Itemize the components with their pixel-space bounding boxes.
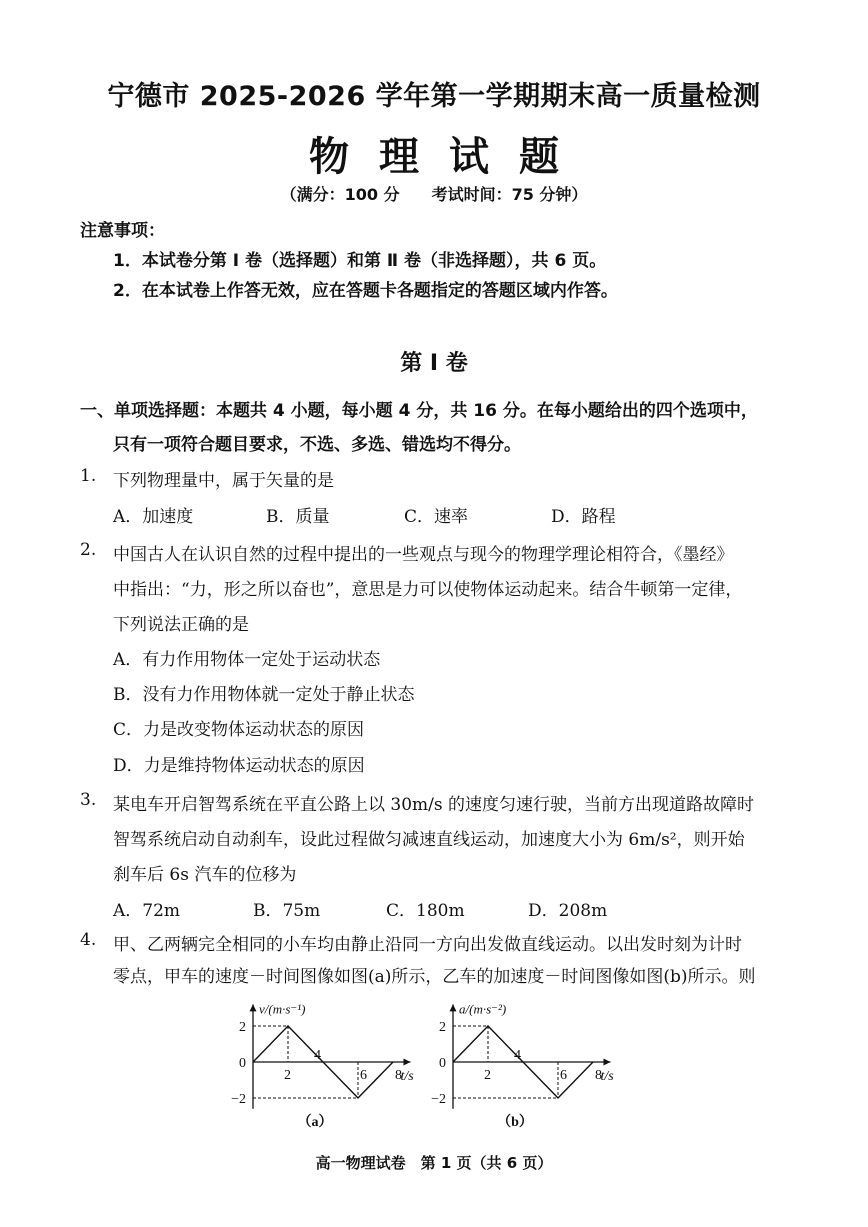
option-d: D．力是维持物体运动状态的原因 <box>113 756 365 776</box>
section-instruction-line1: 一、单项选择题：本题共 4 小题，每小题 4 分，共 16 分。在每小题给出的四个选项中， <box>80 401 758 421</box>
y-tick-label: −2 <box>431 1092 446 1107</box>
x-tick-label: 8 <box>395 1068 402 1083</box>
question-number: 3. <box>80 790 97 810</box>
question-text: 下列物理量中，属于矢量的是 <box>113 471 334 491</box>
y-axis-arrow <box>250 1004 257 1011</box>
question-number: 2. <box>80 540 97 560</box>
page-footer: 高一物理试卷 第 1 页（共 6 页） <box>315 1154 553 1172</box>
x-tick-label: 2 <box>484 1068 491 1083</box>
y-axis-label: a/(m·s⁻²) <box>459 1001 507 1017</box>
question-text: 甲、乙两辆完全相同的小车均由静止沿同一方向出发做直线运动。以出发时刻为计时 <box>113 935 742 955</box>
y-tick-label: 2 <box>239 1020 246 1035</box>
y-axis-arrow <box>450 1004 457 1011</box>
graph-caption: （b） <box>497 1115 533 1130</box>
x-tick-label: 8 <box>595 1068 602 1083</box>
exam-header-title: 宁德市 2025-2026 学年第一学期期末高一质量检测 <box>107 81 761 112</box>
question-text: 中国古人在认识自然的过程中提出的一些观点与现今的物理学理论相符合，《墨经》 <box>113 545 734 565</box>
y-tick-label: −2 <box>231 1092 246 1107</box>
option-a: A．加速度 <box>113 507 194 527</box>
subject-title: 物理试题 <box>309 134 589 180</box>
x-tick-label: 6 <box>360 1068 367 1083</box>
graph-caption: （a） <box>297 1115 333 1130</box>
section-instruction-line2: 只有一项符合题目要求，不选、多选、错选均不得分。 <box>113 435 521 455</box>
x-axis-label: t/s <box>400 1069 414 1084</box>
option-b: B．质量 <box>266 507 330 527</box>
x-axis-arrow <box>404 1059 411 1066</box>
x-tick-label: 4 <box>314 1048 321 1063</box>
option-b: B．没有力作用物体就一定处于静止状态 <box>113 685 415 705</box>
y-tick-label: 0 <box>439 1056 446 1071</box>
x-axis-label: t/s <box>600 1069 614 1084</box>
note-item: 2．在本试卷上作答无效，应在答题卡各题指定的答题区域内作答。 <box>113 281 618 301</box>
x-tick-label: 2 <box>284 1068 291 1083</box>
graph-a-velocity-time <box>228 984 428 1144</box>
question-number: 1. <box>80 466 97 486</box>
y-tick-label: 2 <box>439 1020 446 1035</box>
option-d: D．208m <box>528 901 608 921</box>
question-text: 刹车后 6s 汽车的位移为 <box>113 865 297 885</box>
y-axis-label: v/(m·s⁻¹) <box>259 1001 306 1017</box>
question-text: 下列说法正确的是 <box>113 615 249 635</box>
option-a: A．72m <box>113 901 181 921</box>
question-number: 4. <box>80 930 97 950</box>
x-axis-arrow <box>604 1059 611 1066</box>
option-c: C．速率 <box>404 507 469 527</box>
note-item: 1．本试卷分第 Ⅰ 卷（选择题）和第 Ⅱ 卷（非选择题），共 6 页。 <box>113 251 607 271</box>
question-text: 智驾系统启动自动刹车，设此过程做匀减速直线运动，加速度大小为 6m/s²，则开始 <box>113 830 745 850</box>
option-c: C．180m <box>386 901 465 921</box>
x-tick-label: 6 <box>560 1068 567 1083</box>
question-text: 零点，甲车的速度－时间图像如图(a)所示，乙车的加速度－时间图像如图(b)所示。则 <box>113 967 756 987</box>
y-tick-label: 0 <box>239 1056 246 1071</box>
option-a: A．有力作用物体一定处于运动状态 <box>113 650 381 670</box>
notes-heading: 注意事项： <box>80 221 165 241</box>
x-tick-label: 4 <box>514 1048 521 1063</box>
option-b: B．75m <box>253 901 321 921</box>
part-title: 第 Ⅰ 卷 <box>400 351 468 376</box>
question-text: 中指出：“力，形之所以奋也”，意思是力可以使物体运动起来。结合牛顿第一定律， <box>113 580 743 600</box>
graph-b-acceleration-time <box>428 984 628 1144</box>
option-d: D．路程 <box>551 507 616 527</box>
exam-info: （满分：100 分 考试时间：75 分钟） <box>280 185 588 204</box>
option-c: C．力是改变物体运动状态的原因 <box>113 720 365 740</box>
question-text: 某电车开启智驾系统在平直公路上以 30m/s 的速度匀速行驶，当前方出现道路故障时 <box>113 795 755 815</box>
